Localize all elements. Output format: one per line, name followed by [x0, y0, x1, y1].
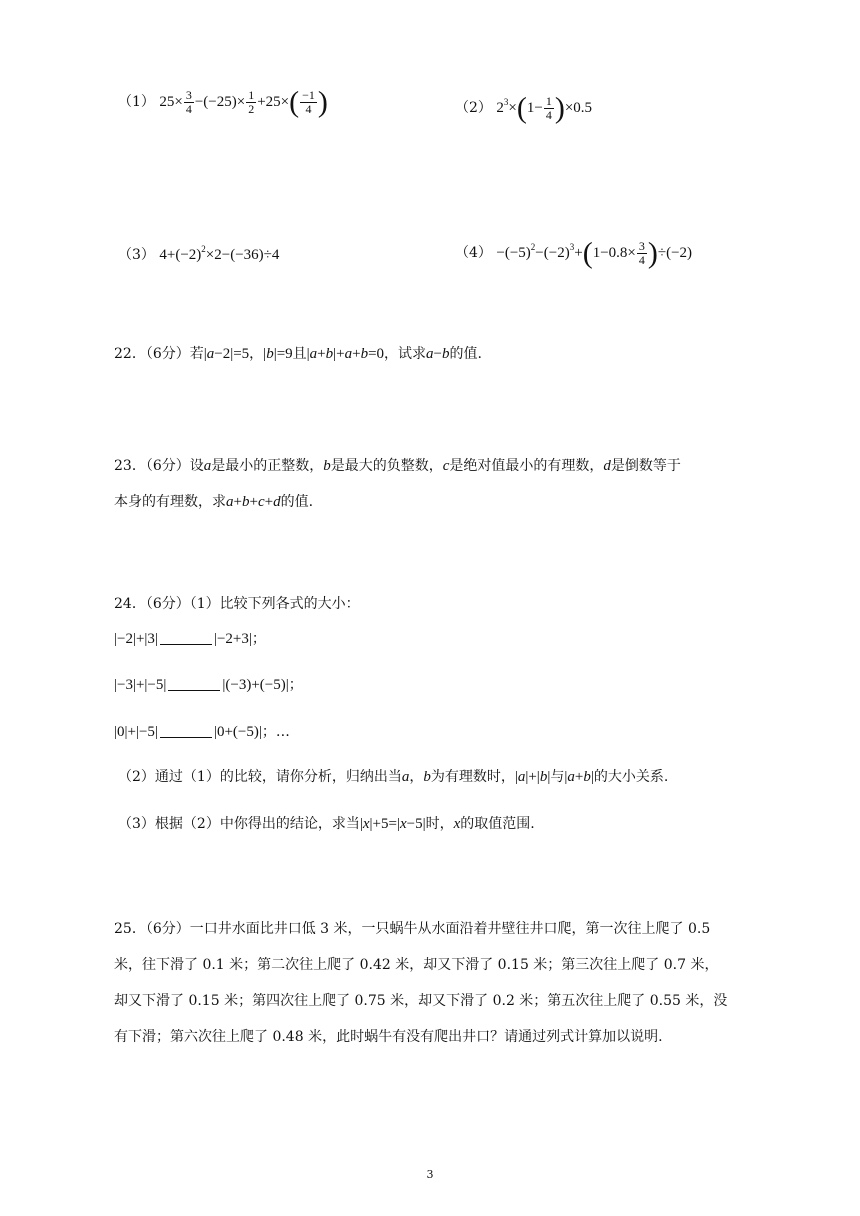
q21-part1 — [118, 85, 328, 119]
q25-line-2: 米，往下滑了 0.1 米；第二次往上爬了 0.42 米，却又下滑了 0.15 米；第三次往上爬了 0.7 米， — [114, 957, 719, 973]
q21-part2 — [455, 88, 593, 125]
q24-compare-1: |−2|+|3| |−2+3|； — [114, 631, 266, 647]
q21-part1-expression: 25× $\frac{3}{4}$ −(−25)× $\frac{1}{2}$ +25×( $\frac{-1}{4}$ ) — [159, 85, 328, 119]
q21-part4 — [455, 232, 693, 270]
q22-condition-b: |b|=9 — [263, 346, 293, 362]
q24-part3: （3）根据（2）中你得出的结论，求当|x|+5=|x−5|时，x的取值范围. — [118, 816, 535, 832]
q23-sum-expression: a+b+c+d — [226, 494, 281, 510]
q23-var-a: a — [203, 458, 212, 474]
q22-condition-a: |a−2|=5 — [203, 346, 250, 362]
q22-text: 22．（6分）若|a−2|=5，|b|=9且|a+b|+a+b=0，试求a−b的值. — [114, 346, 482, 362]
q24-compare-3: |0|+|−5| |0+(−5)|；… — [114, 724, 290, 740]
q21-part2-expression: $2^3\times(1-$ $\frac{1}{4}$ )×0.5 — [496, 91, 593, 125]
q21-part4-label: （4） — [455, 245, 492, 261]
q21-part2-label: （2） — [455, 100, 492, 116]
page-number: 3 — [426, 1168, 434, 1181]
q23-line-1: 23．（6分）设a是最小的正整数，b是最大的负整数，c是绝对值最小的有理数，d是倒数等于 — [114, 458, 681, 474]
answer-blank-2 — [168, 676, 220, 691]
q23-var-d: d — [603, 458, 611, 474]
q21-part3-label: （3） — [118, 247, 155, 263]
q23-line-2: 本身的有理数，求a+b+c+d的值. — [114, 494, 314, 510]
q24-heading: 24．（6分）（1）比较下列各式的大小： — [114, 596, 360, 612]
q23-var-b: b — [323, 458, 331, 474]
q21-part1-label: （1） — [118, 94, 155, 110]
answer-blank-3 — [160, 723, 212, 738]
q21-part4-expression: $-(-5)^2-(-2)^3+(1-0.8\times$ $\frac{3}{4}$ )÷(−2) — [496, 236, 693, 270]
q24-part2: （2）通过（1）的比较，请你分析，归纳出当a，b为有理数时，|a|+|b|与|a+b|的大小关系. — [118, 769, 669, 785]
q21-part3-expression: $4+(-2)^2\times 2-(-36)\div 4$ — [159, 244, 280, 263]
q22-target: a−b — [426, 346, 450, 362]
q24-compare-2: |−3|+|−5| |(−3)+(−5)|； — [114, 677, 303, 693]
q22-condition-c: |a+b|+a+b=0 — [306, 346, 385, 362]
answer-blank-1 — [160, 630, 212, 645]
q23-var-c: c — [442, 458, 450, 474]
q25-line-3: 却又下滑了 0.15 米；第四次往上爬了 0.75 米，却又下滑了 0.2 米；第五次往上爬了 0.55 米，没 — [114, 993, 728, 1009]
q25-line-1: 25．（6分）一口井水面比井口低 3 米，一只蜗牛从水面沿着井壁往井口爬，第一次往上爬了 0.5 — [114, 921, 711, 937]
q21-part3 — [118, 236, 279, 262]
q25-line-4: 有下滑；第六次往上爬了 0.48 米，此时蜗牛有没有爬出井口？请通过列式计算加以说明. — [114, 1029, 663, 1045]
